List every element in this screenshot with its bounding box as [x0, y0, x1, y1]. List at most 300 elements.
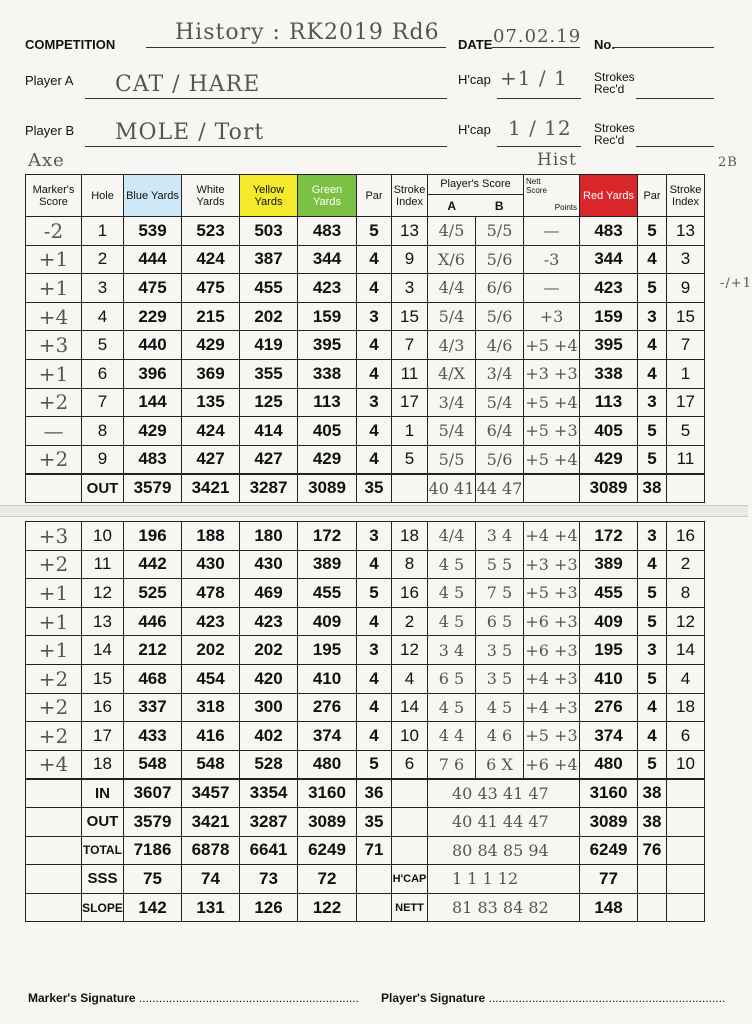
hole-number: 17: [82, 722, 124, 751]
red-stroke-index: 6: [667, 722, 705, 751]
red-par: 4: [638, 693, 667, 722]
player-a-score: 4/X: [428, 359, 476, 388]
player-a-score: 4 5: [428, 693, 476, 722]
hole-row: [26, 417, 705, 446]
col-players-label: Player's Score: [440, 178, 511, 190]
nett-points: +4 +3: [524, 693, 580, 722]
white-yards: 416: [182, 722, 240, 751]
hole-row: [26, 522, 705, 551]
yellow-yards: 202: [240, 302, 298, 331]
par: 4: [357, 417, 392, 446]
red-par: 38: [638, 807, 667, 836]
red-par: 4: [638, 359, 667, 388]
nett-points: +4 +4: [524, 522, 580, 551]
marker-score: +2: [26, 722, 82, 751]
marker-score: +4: [26, 302, 82, 331]
marker-signature-label: Marker's Signature: [28, 991, 136, 1005]
hcap-b-line: [497, 146, 581, 147]
red-stroke-index: 1: [667, 359, 705, 388]
nett-points: +5 +3: [524, 579, 580, 608]
red-stroke-index: 11: [667, 445, 705, 474]
marker-score: -2: [26, 217, 82, 246]
green-yards: 409: [298, 607, 357, 636]
white-yards: 424: [182, 417, 240, 446]
par: 4: [357, 664, 392, 693]
red-stroke-index: 16: [667, 522, 705, 551]
blue-yards: 396: [124, 359, 182, 388]
player-scores: 80 84 85 94: [428, 836, 580, 865]
red-par: 5: [638, 607, 667, 636]
par: 3: [357, 522, 392, 551]
blue-yards: 212: [124, 636, 182, 665]
marker-score: +2: [26, 388, 82, 417]
red-stroke-index: [667, 893, 705, 922]
green-yards: 276: [298, 693, 357, 722]
player-signature[interactable]: Player's Signature .......................................................................: [381, 991, 726, 1005]
red-stroke-index: 10: [667, 750, 705, 779]
hcap-a-label: H'cap: [458, 72, 491, 87]
blue-yards: 144: [124, 388, 182, 417]
blue-yards: 337: [124, 693, 182, 722]
white-yards: 423: [182, 607, 240, 636]
red-par: 38: [638, 474, 667, 503]
white-yards: 188: [182, 522, 240, 551]
red-par: 5: [638, 417, 667, 446]
player-b-score: 5/4: [476, 388, 524, 417]
par: [357, 865, 392, 894]
red-par: 5: [638, 274, 667, 303]
marker-signature[interactable]: Marker's Signature ..................................................................: [28, 991, 359, 1005]
player-scores: 40 43 41 47: [428, 779, 580, 808]
hole-row: [26, 359, 705, 388]
red-yards: 172: [580, 522, 638, 551]
player-a-score: 6 5: [428, 664, 476, 693]
player-b-score: 44 47: [476, 474, 524, 503]
player-b-score: 5 5: [476, 550, 524, 579]
hole-row: [26, 331, 705, 360]
yellow-yards: 3287: [240, 807, 298, 836]
hole-number: 3: [82, 274, 124, 303]
marker-score: +1: [26, 636, 82, 665]
hole-row: [26, 664, 705, 693]
green-yards: 338: [298, 359, 357, 388]
red-par: 76: [638, 836, 667, 865]
marker-score: +3: [26, 522, 82, 551]
red-stroke-index: 14: [667, 636, 705, 665]
col-si2: Stroke Index: [667, 175, 705, 217]
col-green: Green Yards: [298, 175, 357, 217]
par: 5: [357, 750, 392, 779]
green-yards: 3089: [298, 807, 357, 836]
hcap-a-line: [497, 98, 581, 99]
perforation: [0, 505, 748, 517]
white-yards: 429: [182, 331, 240, 360]
yellow-yards: 300: [240, 693, 298, 722]
col-red: Red Yards: [580, 175, 638, 217]
player-a-score: 4 5: [428, 550, 476, 579]
player-b-score: 5/6: [476, 245, 524, 274]
red-par: 5: [638, 445, 667, 474]
red-yards: 77: [580, 865, 638, 894]
nett-points: +6 +4: [524, 750, 580, 779]
hole-number: 8: [82, 417, 124, 446]
player-b-score: 3 5: [476, 664, 524, 693]
hole-number: 9: [82, 445, 124, 474]
green-yards: 455: [298, 579, 357, 608]
par: 36: [357, 779, 392, 808]
green-yards: 405: [298, 417, 357, 446]
hole-number: 10: [82, 522, 124, 551]
green-yards: 374: [298, 722, 357, 751]
nett-points: +3 +3: [524, 550, 580, 579]
par: 4: [357, 331, 392, 360]
strokes-a-label: Strokes Rec'd: [594, 70, 635, 96]
col-nett-label: Nett Score: [526, 177, 547, 195]
hole-row: [26, 722, 705, 751]
slope-row: [26, 893, 705, 922]
stroke-index: 14: [392, 693, 428, 722]
stroke-index: 5: [392, 445, 428, 474]
player-b-score: 3 5: [476, 636, 524, 665]
red-par: [638, 893, 667, 922]
player-a-score: 4 5: [428, 607, 476, 636]
red-par: 4: [638, 245, 667, 274]
blue-yards: 7186: [124, 836, 182, 865]
red-par: 5: [638, 217, 667, 246]
white-yards: 6878: [182, 836, 240, 865]
white-yards: 430: [182, 550, 240, 579]
blue-yards: 229: [124, 302, 182, 331]
red-par: 4: [638, 722, 667, 751]
green-yards: 113: [298, 388, 357, 417]
col-yellow: Yellow Yards: [240, 175, 298, 217]
yellow-yards: 528: [240, 750, 298, 779]
col-a: A: [447, 199, 457, 213]
player-scores: 81 83 84 82: [428, 893, 580, 922]
blue-yards: 475: [124, 274, 182, 303]
marker-score: [26, 807, 82, 836]
stroke-index: 3: [392, 274, 428, 303]
red-stroke-index: 7: [667, 331, 705, 360]
blue-yards: 539: [124, 217, 182, 246]
yellow-yards: 430: [240, 550, 298, 579]
competition-label: COMPETITION: [25, 37, 116, 52]
col-players: [428, 175, 524, 217]
red-par: 5: [638, 664, 667, 693]
hole-number: 11: [82, 550, 124, 579]
player-a-score: 3 4: [428, 636, 476, 665]
player-b-score: 4 5: [476, 693, 524, 722]
red-par: 3: [638, 302, 667, 331]
white-yards: 202: [182, 636, 240, 665]
green-yards: 172: [298, 522, 357, 551]
player-b-score: 6/6: [476, 274, 524, 303]
player-a-value: CAT / HARE: [115, 72, 261, 97]
player-scores: 40 41 44 47: [428, 807, 580, 836]
yellow-yards: 419: [240, 331, 298, 360]
hole-row: [26, 388, 705, 417]
nett-points: +5 +4: [524, 445, 580, 474]
stroke-index: 17: [392, 388, 428, 417]
marker-score: +1: [26, 274, 82, 303]
hole-row: [26, 302, 705, 331]
green-yards: 429: [298, 445, 357, 474]
white-yards: 427: [182, 445, 240, 474]
hole-number: 18: [82, 750, 124, 779]
yellow-yards: 355: [240, 359, 298, 388]
in-label: IN: [82, 779, 124, 808]
red-yards: 276: [580, 693, 638, 722]
hole-number: 15: [82, 664, 124, 693]
marker-score: +1: [26, 579, 82, 608]
yellow-yards: 427: [240, 445, 298, 474]
stroke-index: 9: [392, 245, 428, 274]
red-par: 4: [638, 331, 667, 360]
red-par: 5: [638, 579, 667, 608]
hole-number: 16: [82, 693, 124, 722]
red-yards: 395: [580, 331, 638, 360]
col-si: Stroke Index: [392, 175, 428, 217]
yellow-yards: 3287: [240, 474, 298, 503]
green-yards: 195: [298, 636, 357, 665]
yellow-yards: 202: [240, 636, 298, 665]
hole-row: [26, 245, 705, 274]
red-par: 38: [638, 779, 667, 808]
white-yards: 454: [182, 664, 240, 693]
out-label: OUT: [82, 474, 124, 503]
col-par2: Par: [638, 175, 667, 217]
out-row: [26, 474, 705, 503]
red-yards: 3089: [580, 474, 638, 503]
player-a-score: X/6: [428, 245, 476, 274]
hole-number: 6: [82, 359, 124, 388]
hole-row: [26, 607, 705, 636]
nett-points: —: [524, 274, 580, 303]
green-yards: 159: [298, 302, 357, 331]
red-par: 3: [638, 636, 667, 665]
stroke-index: 18: [392, 522, 428, 551]
red-stroke-index: 3: [667, 245, 705, 274]
blue-yards: 525: [124, 579, 182, 608]
player-b-score: 3 4: [476, 522, 524, 551]
hole-number: 13: [82, 607, 124, 636]
marker-score: +2: [26, 664, 82, 693]
red-yards: 480: [580, 750, 638, 779]
red-par: 4: [638, 550, 667, 579]
blue-yards: 440: [124, 331, 182, 360]
out-label: OUT: [82, 807, 124, 836]
white-yards: 74: [182, 865, 240, 894]
red-yards: 338: [580, 359, 638, 388]
white-yards: 424: [182, 245, 240, 274]
red-stroke-index: 9: [667, 274, 705, 303]
col-marker: Marker's Score: [26, 175, 82, 217]
par: 4: [357, 245, 392, 274]
red-stroke-index: 8: [667, 579, 705, 608]
red-stroke-index: 2: [667, 550, 705, 579]
yellow-yards: 414: [240, 417, 298, 446]
par: 3: [357, 302, 392, 331]
total-label: TOTAL: [82, 836, 124, 865]
blue-yards: 548: [124, 750, 182, 779]
sss-label: SSS: [82, 865, 124, 894]
par: [357, 893, 392, 922]
red-yards: 429: [580, 445, 638, 474]
red-yards: 374: [580, 722, 638, 751]
note-side: -/+1: [720, 276, 752, 291]
col-points-label: Points: [554, 203, 577, 212]
nett-points: +4 +3: [524, 664, 580, 693]
col-nett: [524, 175, 580, 217]
red-yards: 195: [580, 636, 638, 665]
sss-mid-label: H'CAP: [392, 865, 428, 894]
player-a-score: 7 6: [428, 750, 476, 779]
player-signature-label: Player's Signature: [381, 991, 486, 1005]
total-row: [26, 836, 705, 865]
red-stroke-index: 17: [667, 388, 705, 417]
yellow-yards: 126: [240, 893, 298, 922]
player-b-score: 6 X: [476, 750, 524, 779]
hole-number: 2: [82, 245, 124, 274]
hole-row: [26, 550, 705, 579]
red-stroke-index: 4: [667, 664, 705, 693]
player-b-score: 7 5: [476, 579, 524, 608]
back-nine-table: [25, 521, 705, 922]
green-yards: 3160: [298, 779, 357, 808]
par: 3: [357, 636, 392, 665]
yellow-yards: 402: [240, 722, 298, 751]
nett-points: +3 +3: [524, 359, 580, 388]
white-yards: 475: [182, 274, 240, 303]
blue-yards: 142: [124, 893, 182, 922]
hole-row: [26, 750, 705, 779]
player-b-score: 3/4: [476, 359, 524, 388]
red-stroke-index: [667, 807, 705, 836]
nett-points: +6 +3: [524, 636, 580, 665]
white-yards: 523: [182, 217, 240, 246]
date-line: [492, 47, 580, 48]
marker-score: +1: [26, 359, 82, 388]
no-line: [614, 47, 714, 48]
col-hole: Hole: [82, 175, 124, 217]
blue-yards: 429: [124, 417, 182, 446]
green-yards: 483: [298, 217, 357, 246]
stroke-index: [392, 474, 428, 503]
hole-number: 14: [82, 636, 124, 665]
green-yards: 389: [298, 550, 357, 579]
hole-number: 1: [82, 217, 124, 246]
white-yards: 369: [182, 359, 240, 388]
player-b-line: [85, 146, 447, 147]
stroke-index: 7: [392, 331, 428, 360]
par: 35: [357, 474, 392, 503]
player-a-score: 4 5: [428, 579, 476, 608]
red-stroke-index: [667, 865, 705, 894]
strokes-b-line: [636, 146, 714, 147]
hole-row: [26, 274, 705, 303]
sss-row: [26, 865, 705, 894]
marker-score: +2: [26, 445, 82, 474]
red-yards: 6249: [580, 836, 638, 865]
green-yards: 423: [298, 274, 357, 303]
player-b-label: Player B: [25, 123, 75, 138]
hcap-b-label: H'cap: [458, 122, 491, 137]
stroke-index: 16: [392, 579, 428, 608]
note-axe: Axe: [28, 150, 65, 171]
player-b-score: 6 5: [476, 607, 524, 636]
white-yards: 3421: [182, 807, 240, 836]
note-hist: Hist: [537, 150, 577, 170]
red-yards: 113: [580, 388, 638, 417]
hole-number: 12: [82, 579, 124, 608]
red-yards: 405: [580, 417, 638, 446]
red-yards: 409: [580, 607, 638, 636]
marker-score: [26, 893, 82, 922]
par: 3: [357, 388, 392, 417]
nett-points: -3: [524, 245, 580, 274]
red-yards: 159: [580, 302, 638, 331]
yellow-yards: 503: [240, 217, 298, 246]
nett-points: +5 +3: [524, 722, 580, 751]
blue-yards: 196: [124, 522, 182, 551]
hole-row: [26, 579, 705, 608]
red-par: [638, 865, 667, 894]
competition-line: [146, 47, 446, 48]
marker-score: +4: [26, 750, 82, 779]
player-a-score: 40 41: [428, 474, 476, 503]
date-label: DATE: [458, 37, 493, 52]
player-a-score: 3/4: [428, 388, 476, 417]
player-a-score: 5/5: [428, 445, 476, 474]
marker-score: +2: [26, 693, 82, 722]
player-b-score: 5/5: [476, 217, 524, 246]
marker-score: +3: [26, 331, 82, 360]
red-yards: 423: [580, 274, 638, 303]
blue-yards: 3579: [124, 807, 182, 836]
white-yards: 131: [182, 893, 240, 922]
marker-score: [26, 836, 82, 865]
white-yards: 548: [182, 750, 240, 779]
blue-yards: 444: [124, 245, 182, 274]
red-stroke-index: 5: [667, 417, 705, 446]
yellow-yards: 125: [240, 388, 298, 417]
player-a-score: 5/4: [428, 302, 476, 331]
red-stroke-index: 18: [667, 693, 705, 722]
marker-score: +1: [26, 607, 82, 636]
marker-score: —: [26, 417, 82, 446]
red-yards: 483: [580, 217, 638, 246]
stroke-index: 6: [392, 750, 428, 779]
red-yards: 389: [580, 550, 638, 579]
par: 5: [357, 217, 392, 246]
stroke-index: [392, 836, 428, 865]
green-yards: 480: [298, 750, 357, 779]
player-a-line: [85, 98, 447, 99]
par: 4: [357, 359, 392, 388]
hole-row: [26, 217, 705, 246]
white-yards: 478: [182, 579, 240, 608]
par: 4: [357, 693, 392, 722]
par: 4: [357, 274, 392, 303]
blue-yards: 483: [124, 445, 182, 474]
green-yards: 344: [298, 245, 357, 274]
red-yards: 148: [580, 893, 638, 922]
stroke-index: 1: [392, 417, 428, 446]
player-a-score: 4/4: [428, 522, 476, 551]
red-stroke-index: [667, 779, 705, 808]
white-yards: 3421: [182, 474, 240, 503]
white-yards: 215: [182, 302, 240, 331]
